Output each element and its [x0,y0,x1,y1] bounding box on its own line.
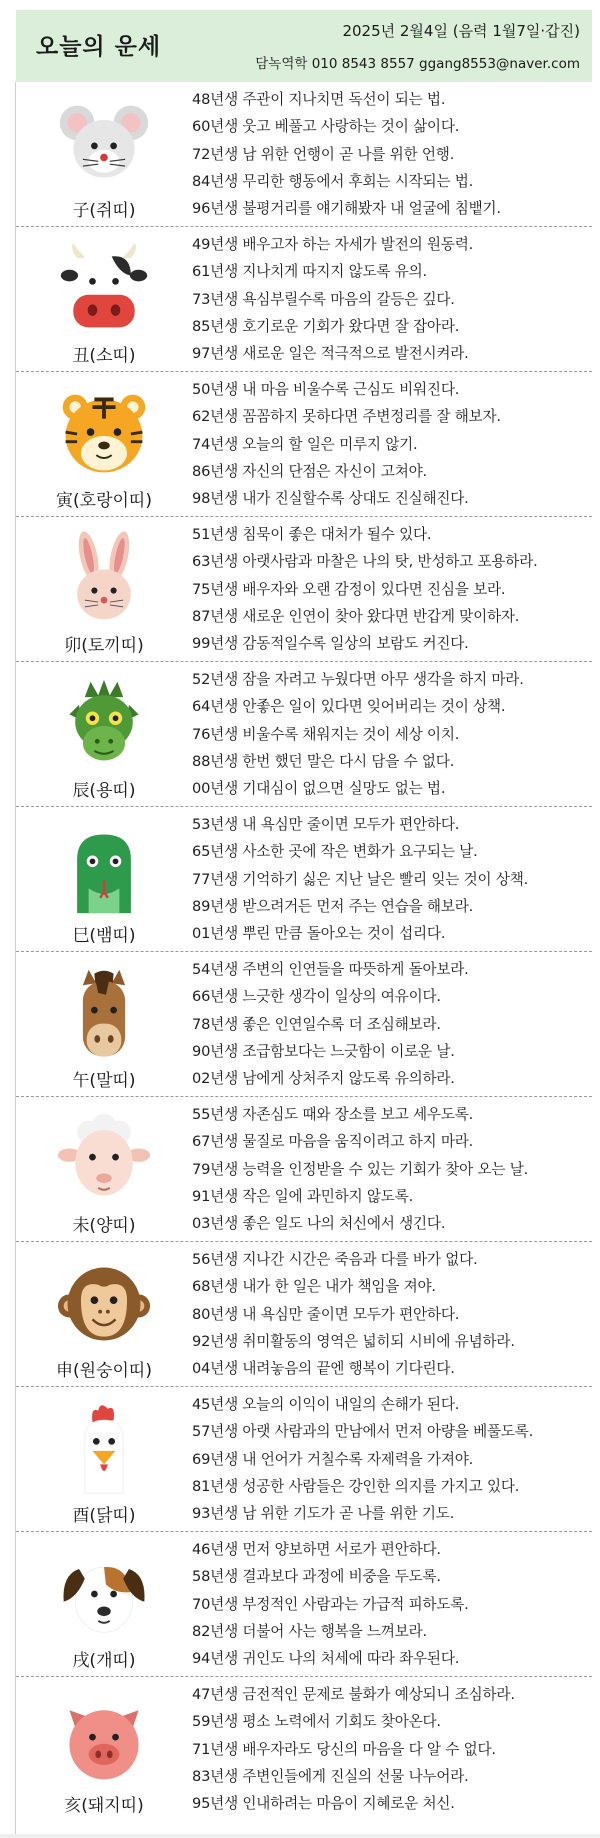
zodiac-section-dog [16,1532,592,1677]
fortune-line: 56년생 지나간 시간은 죽음과 다를 바가 없다. [192,1251,478,1268]
fortune-line: 67년생 물질로 마음을 움직이려고 하지 마라. [192,1133,474,1151]
fortune-line: 70년생 부정적인 사람과는 가급적 피하도록. [192,1595,469,1613]
fortune-line: 55년생 자존심도 때와 장소를 보고 세우도록. [192,1106,474,1123]
zodiac-label: 未(양띠) [72,1216,136,1236]
fortune-line: 49년생 배우고자 하는 자세가 발전의 원동력. [192,236,474,253]
zodiac-section-ox [16,227,592,372]
date-line: 2025년 2월4일 (음력 1월7일·갑진) [342,22,580,40]
tiger-icon [56,386,152,482]
fortune-line: 69년생 내 언어가 거칠수록 자제력을 가져야. [192,1450,474,1468]
fortune-line: 53년생 내 욕심만 줄이면 모두가 편안하다. [192,816,460,833]
zodiac-label: 卯(토끼띠) [64,636,144,656]
fortune-lines [192,1681,592,1817]
zodiac-label: 辰(용띠) [72,781,136,801]
fortune-line: 59년생 평소 노력에서 기회도 찾아온다. [192,1713,441,1731]
fortune-line: 93년생 남 위한 기도가 곧 나를 위한 기도. [192,1505,455,1523]
fortune-lines [192,1536,592,1672]
zodiac-label: 戌(개띠) [72,1651,136,1671]
fortune-lines [192,376,592,512]
zodiac-label: 寅(호랑이띠) [56,491,152,511]
fortune-line: 61년생 지나치게 따지지 않도록 유의. [192,263,427,281]
fortune-line: 62년생 꼼꼼하지 못하다면 주변정리를 잘 해보자. [192,408,501,426]
fortune-line: 87년생 새로운 인연이 찾아 왔다면 반갑게 맞이하자. [192,607,520,625]
dog-icon [56,1546,152,1642]
fortune-line: 04년생 내려놓음의 끝엔 행복이 기다린다. [192,1360,455,1378]
fortune-line: 66년생 느긋한 생각이 일상의 여유이다. [192,988,441,1006]
fortune-line: 78년생 좋은 인연일수록 더 조심해보라. [192,1015,441,1033]
zodiac-section-snake [16,807,592,952]
fortune-line: 80년생 내 욕심만 줄이면 모두가 편안하다. [192,1305,460,1323]
zodiac-label: 申(원숭이띠) [56,1361,152,1381]
fortune-line: 84년생 무리한 행동에서 후회는 시작되는 법. [192,172,474,190]
fortune-line: 57년생 아랫 사람과의 만남에서 먼저 아량을 베풀도록. [192,1423,534,1441]
fortune-line: 86년생 자신의 단점은 자신이 고쳐야. [192,462,427,480]
zodiac-label: 丑(소띠) [72,346,136,366]
fortune-line: 74년생 오늘의 할 일은 미루지 않기. [192,435,418,453]
zodiac-list [16,82,592,1822]
zodiac-label: 巳(뱀띠) [72,926,136,946]
horse-icon [56,966,152,1062]
fortune-line: 91년생 작은 일에 과민하지 않도록. [192,1187,414,1205]
fortune-line: 88년생 한번 했던 말은 다시 담을 수 없다. [192,752,455,770]
fortune-line: 45년생 오늘의 이익이 내일의 손해가 된다. [192,1396,460,1413]
fortune-line: 75년생 배우자와 오랜 감정이 있다면 진심을 보라. [192,580,506,598]
fortune-line: 89년생 받으려거든 먼저 주는 연습을 해보라. [192,897,474,915]
zodiac-label: 午(말띠) [72,1071,136,1091]
fortune-lines [192,1391,592,1527]
fortune-line: 73년생 욕심부릴수록 마음의 갈등은 깊다. [192,290,455,308]
fortune-line: 99년생 감동적일수록 일상의 보람도 커진다. [192,635,469,653]
snake-icon [56,821,152,917]
sheep-icon [56,1111,152,1207]
zodiac-label: 子(쥐띠) [72,201,136,221]
page-title: 오늘의 운세 [36,34,162,60]
fortune-line: 60년생 웃고 베풀고 사랑하는 것이 삶이다. [192,118,460,136]
dragon-icon [56,676,152,772]
fortune-line: 94년생 귀인도 나의 처세에 따라 좌우된다. [192,1650,460,1668]
fortune-line: 00년생 기대심이 없으면 실망도 없는 법. [192,780,446,798]
fortune-lines [192,1101,592,1237]
header-bar [16,10,592,82]
fortune-line: 58년생 결과보다 과정에 비중을 두도록. [192,1568,441,1586]
fortune-lines [192,521,592,657]
contact-line: 담녹역학 010 8543 8557 ggang8553@naver.com [255,56,580,72]
fortune-line: 97년생 새로운 일은 적극적으로 발전시켜라. [192,345,469,363]
zodiac-section-monkey [16,1242,592,1387]
fortune-lines [192,666,592,802]
fortune-line: 02년생 남에게 상처주지 않도록 유의하라. [192,1070,455,1088]
fortune-line: 51년생 침묵이 좋은 대처가 될수 있다. [192,526,432,543]
bottom-divider [0,1834,600,1838]
rooster-icon [56,1401,152,1497]
zodiac-section-rooster [16,1387,592,1532]
fortune-lines [192,956,592,1092]
fortune-line: 50년생 내 마음 비울수록 근심도 비워진다. [192,381,460,398]
pig-icon [56,1691,152,1787]
fortune-line: 48년생 주관이 지나치면 독선이 되는 법. [192,91,446,108]
fortune-line: 72년생 남 위한 언행이 곧 나를 위한 언행. [192,145,455,163]
fortune-line: 85년생 호기로운 기회가 왔다면 잘 잡아라. [192,317,460,335]
fortune-line: 96년생 불평거리를 얘기해봤자 내 얼굴에 침뱉기. [192,200,501,218]
zodiac-section-sheep [16,1097,592,1242]
fortune-line: 65년생 사소한 곳에 작은 변화가 요구되는 날. [192,843,478,861]
zodiac-section-tiger [16,372,592,517]
fortune-line: 03년생 좋은 일도 나의 처신에서 생긴다. [192,1215,446,1233]
zodiac-section-horse [16,952,592,1097]
monkey-icon [56,1256,152,1352]
fortune-line: 68년생 내가 한 일은 내가 책임을 져야. [192,1278,436,1296]
rat-icon [56,96,152,192]
fortune-line: 98년생 내가 진실할수록 상대도 진실해진다. [192,490,469,508]
zodiac-section-pig [16,1677,592,1822]
fortune-line: 54년생 주변의 인연들을 따뜻하게 돌아보라. [192,961,469,978]
fortune-line: 77년생 기억하기 싫은 지난 날은 빨리 잊는 것이 상책. [192,870,529,888]
ox-icon [56,241,152,337]
fortune-lines [192,811,592,947]
fortune-line: 64년생 안좋은 일이 있다면 잊어버리는 것이 상책. [192,698,506,716]
zodiac-section-dragon [16,662,592,807]
fortune-line: 95년생 인내하려는 마음이 지혜로운 처신. [192,1795,455,1813]
fortune-line: 47년생 금전적인 문제로 불화가 예상되니 조심하라. [192,1686,515,1703]
fortune-line: 52년생 잠을 자려고 누웠다면 아무 생각을 하지 마라. [192,671,524,688]
fortune-line: 83년생 주변인들에게 진실의 선물 나누어라. [192,1767,469,1785]
fortune-line: 90년생 조급함보다는 느긋함이 이로운 날. [192,1042,455,1060]
fortune-lines [192,86,592,222]
zodiac-section-rat [16,82,592,227]
fortune-line: 82년생 더불어 사는 행복을 느껴보라. [192,1622,427,1640]
fortune-line: 81년생 성공한 사람들은 강인한 의지를 가지고 있다. [192,1477,520,1495]
rabbit-icon [56,531,152,627]
fortune-line: 92년생 취미활동의 영역은 넓히되 시비에 유념하라. [192,1332,515,1350]
fortune-lines [192,231,592,367]
fortune-line: 79년생 능력을 인정받을 수 있는 기회가 찾아 오는 날. [192,1160,529,1178]
fortune-line: 46년생 먼저 양보하면 서로가 편안하다. [192,1541,441,1558]
fortune-line: 76년생 비울수록 채워지는 것이 세상 이치. [192,725,460,743]
zodiac-label: 酉(닭띠) [72,1506,136,1526]
fortune-line: 71년생 배우자라도 당신의 마음을 다 알 수 없다. [192,1740,496,1758]
zodiac-section-rabbit [16,517,592,662]
fortune-line: 63년생 아랫사람과 마찰은 나의 탓, 반성하고 포용하라. [192,553,538,571]
fortune-line: 01년생 뿌린 만큼 돌아오는 것이 섭리다. [192,925,446,943]
fortune-lines [192,1246,592,1382]
zodiac-label: 亥(돼지띠) [64,1796,144,1816]
